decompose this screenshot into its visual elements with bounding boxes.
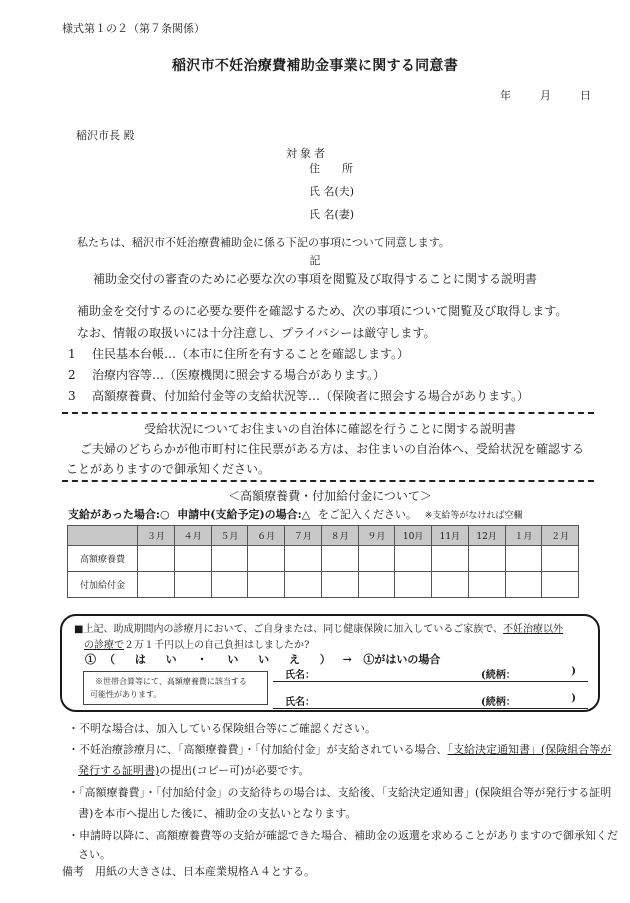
addressee: 稲沢市長 殿 [76,129,135,142]
item-text: 高額療養費、付加給付金等の支給状況等…（保険者に照会する場合があります。） [92,389,530,403]
benefit-entry-cell[interactable] [321,572,358,598]
date-day: 日 [580,89,591,102]
relationship-close: ) [571,666,576,677]
benefit-entry-cell[interactable] [432,546,469,572]
question-line-1 [74,620,563,635]
row-label: 付加給付金 [68,572,138,598]
benefit-entry-cell[interactable] [505,572,542,598]
item-text: 治療内容等…（医療機関に照会する場合があります。） [92,368,386,382]
table-header-row [68,526,579,546]
bullet-underlined-text: 発行する証明書) [78,764,160,777]
yes-no-choice[interactable]: ①（ は い ・ い い え ） [85,653,339,666]
address-field-label: 住 所 [309,162,353,175]
family-member-name-field[interactable] [273,693,588,709]
question-underlined-text: 不妊治療以外 [503,624,564,635]
row-label: 高額療養費 [68,546,138,572]
question-text: ２万１千円以上の自己負担はしましたか? [124,640,310,651]
benefit-entry-cell[interactable] [138,572,175,598]
table-corner-cell [68,526,138,546]
question-text: ■上記、助成期間内の診療月において、ご自身または、同じ健康保険に加入しているご家族で、 [74,624,504,635]
date-month: 月 [540,89,551,102]
bullet-note-continued: さい。 [78,848,111,861]
benefit-entry-cell[interactable] [468,546,505,572]
legend-pending: 申請中(支給予定)の場合:△ [177,508,311,521]
benefit-entry-cell[interactable] [285,546,322,572]
bullet-note [68,741,611,757]
bullet-note-continued: 書)を本市へ提出した後に、補助金の支払いとなります。 [78,807,357,820]
item-text: 住民基本台帳…（本市に住所を有することを確認します。） [92,347,410,361]
name-label: 氏名： [285,697,315,708]
benefit-entry-cell[interactable] [248,572,285,598]
benefit-entry-cell[interactable] [542,546,579,572]
benefit-entry-cell[interactable] [395,572,432,598]
question-line-2 [84,636,309,651]
dashed-divider [62,412,594,414]
household-note-text: ※世帯合算等にて、高額療養費に該当する [95,677,247,686]
benefit-entry-cell[interactable] [505,546,542,572]
benefit-entry-cell[interactable] [248,546,285,572]
form-number: 様式第１の２（第７条関係） [62,22,205,35]
yes-no-choice-row [85,651,440,667]
date-year: 年 [500,89,511,102]
benefit-entry-cell[interactable] [395,546,432,572]
month-header: ４月 [174,526,211,546]
benefit-entry-cell[interactable] [174,572,211,598]
benefit-entry-cell[interactable] [174,546,211,572]
relationship-close: ) [571,693,576,704]
explanation1-title: 補助金交付の審査のために必要な次の事項を閲覧及び取得することに関する説明書 [92,272,537,286]
relationship-label: (続柄： [481,697,516,708]
bullet-note: ・申請時以降に、高額療養費等の支給が確認できた場合、補助金の返還を求めることがありますので御承知くだ [68,829,618,842]
bullet-text: ・不妊治療診療月に、「高額療養費」・「付加給付金」が支給されている場合、 [68,743,448,756]
benefit-entry-cell[interactable] [138,546,175,572]
explanation2-title: 受給状況についてお住まいの自治体に確認を行うことに関する説明書 [144,422,516,436]
arrow-icon: → [342,653,352,666]
family-member-name-field[interactable] [273,666,588,682]
list-item [68,345,409,362]
benefit-entry-cell[interactable] [432,572,469,598]
table-row [68,546,579,572]
date-line [500,87,591,103]
benefit-entry-cell[interactable] [358,546,395,572]
remarks: 備考 用紙の大きさは、日本産業規格Ａ４とする。 [62,865,315,878]
dashed-divider [62,480,594,482]
subject-label: 対象者 [286,147,328,160]
question-underlined-text: の診療で [84,640,124,651]
item-number: 2 [68,368,76,382]
month-header: １月 [505,526,542,546]
benefit-table [67,525,579,598]
month-header: ８月 [321,526,358,546]
benefit-entry-cell[interactable] [285,572,322,598]
husband-name-field-label: 氏 名(夫) [309,185,355,198]
benefit-entry-cell[interactable] [211,546,248,572]
benefit-section-heading: ＜高額療養費・付加給付金について＞ [228,489,432,503]
explanation2-paragraph: ことがありますので御承知ください。 [66,462,271,476]
benefit-entry-cell[interactable] [321,546,358,572]
bullet-note: ・「高額療養費」・「付加給付金」の支給待ちの場合は、支給後、「支給決定通知書」(保険組合等が発行する証明 [68,786,612,799]
bullet-text: の提出(コピー可)が必要です。 [159,764,310,777]
ki-mark: 記 [309,254,321,267]
month-header: ５月 [211,526,248,546]
wife-name-field-label: 氏 名(妻) [309,208,355,221]
relationship-label: (続柄： [481,670,516,681]
yes-case-label: ①がはいの場合 [363,653,441,666]
explanation2-paragraph: ご夫婦のどちらかが他市町村に住民票がある方は、お住まいの自治体へ、受給状況を確認する [80,442,585,456]
month-header: ２月 [542,526,579,546]
item-number: 1 [68,347,76,361]
legend-note: ※支給等がなければ空欄 [424,511,523,521]
consent-statement: 私たちは、稲沢市不妊治療費補助金に係る下記の事項について同意します。 [77,236,450,249]
month-header: 11月 [432,526,469,546]
explanation1-paragraph: 補助金を交付するのに必要な要件を確認するため、次の事項について閲覧及び取得します。 [77,304,568,318]
month-header: 10月 [395,526,432,546]
household-note-text: 可能性があります。 [90,690,162,699]
list-item [68,387,529,404]
month-header: 12月 [468,526,505,546]
benefit-entry-cell[interactable] [542,572,579,598]
month-header: ６月 [248,526,285,546]
month-header: ７月 [285,526,322,546]
benefit-entry-cell[interactable] [468,572,505,598]
month-header: ３月 [138,526,175,546]
bullet-note-continued [78,762,310,778]
month-header: ９月 [358,526,395,546]
item-number: 3 [68,389,76,403]
document-title: 稲沢市不妊治療費補助金事業に関する同意書 [172,58,458,74]
legend-instruction: をご記入ください。 [317,508,417,521]
bullet-underlined-text: 「支給決定通知書」(保険組合等が [447,743,612,756]
explanation1-paragraph: なお、情報の取扱いには十分注意し、プライバシーは厳守します。 [77,326,436,340]
benefit-legend [68,506,522,522]
benefit-entry-cell[interactable] [358,572,395,598]
table-row [68,572,579,598]
legend-paid: 支給があった場合:○ [68,508,170,521]
name-label: 氏名： [285,670,315,681]
list-item [68,366,385,383]
benefit-entry-cell[interactable] [211,572,248,598]
bullet-note: ・不明な場合は、加入している保険組合等にご確認ください。 [68,722,376,735]
